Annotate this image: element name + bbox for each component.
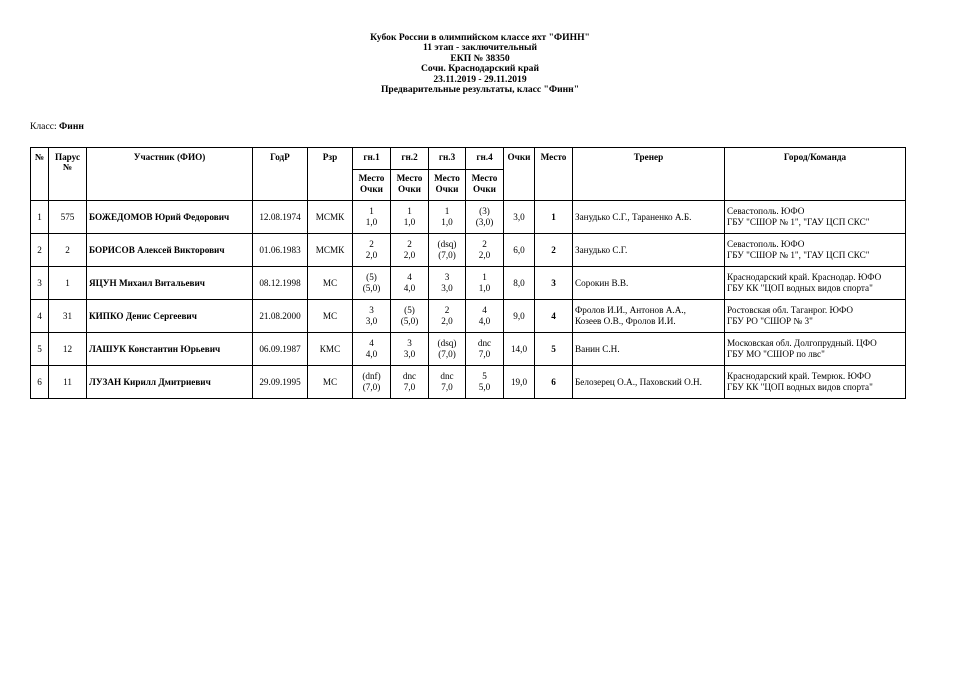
header-title: Кубок России в олимпийском классе яхт "ФИНН" — [370, 32, 590, 43]
cell-place: 3 — [535, 267, 573, 300]
cell-num: 6 — [31, 366, 49, 399]
cell-city: Ростовская обл. Таганрог. ЮФО ГБУ РО "СШОР № 3" — [725, 300, 906, 333]
cell-points: 6,0 — [504, 234, 535, 267]
class-value: Финн — [59, 121, 84, 132]
cell-city: Севастополь. ЮФО ГБУ "СШОР № 1", "ГАУ ЦСП СКС" — [725, 234, 906, 267]
cell-race4: 4 4,0 — [466, 300, 504, 333]
header-location: Сочи. Краснодарский край — [420, 63, 540, 75]
cell-name: БОРИСОВ Алексей Викторович — [87, 234, 253, 267]
cell-race2: 1 1,0 — [391, 201, 429, 234]
header-coach: Тренер — [573, 148, 725, 201]
cell-points: 19,0 — [504, 366, 535, 399]
cell-coach: Фролов И.И., Антонов А.А., Козеев О.В., Фролов И.И. — [573, 300, 725, 333]
cell-race1: (5) (5,0) — [353, 267, 391, 300]
cell-race2: dnc 7,0 — [391, 366, 429, 399]
header-place: Место — [535, 148, 573, 201]
cell-race2: 3 3,0 — [391, 333, 429, 366]
document-header — [0, 33, 960, 95]
cell-race4: 2 2,0 — [466, 234, 504, 267]
cell-race2: (5) (5,0) — [391, 300, 429, 333]
cell-name: БОЖЕДОМОВ Юрий Федорович — [87, 201, 253, 234]
cell-points: 14,0 — [504, 333, 535, 366]
cell-city: Севастополь. ЮФО ГБУ "СШОР № 1", "ГАУ ЦСП СКС" — [725, 201, 906, 234]
cell-sail: 31 — [49, 300, 87, 333]
cell-sail: 1 — [49, 267, 87, 300]
cell-name: ЛАШУК Константин Юрьевич — [87, 333, 253, 366]
header-race4-sub: Место Очки — [466, 170, 504, 201]
cell-dob: 06.09.1987 — [253, 333, 308, 366]
cell-race3: dnc 7,0 — [429, 366, 466, 399]
header-city: Город/Команда — [725, 148, 906, 201]
table-row — [31, 267, 906, 300]
cell-race2: 2 2,0 — [391, 234, 429, 267]
cell-name: ЯЦУН Михаил Витальевич — [87, 267, 253, 300]
header-points: Очки — [504, 148, 535, 201]
cell-rank: МСМК — [308, 234, 353, 267]
header-race2: гн.2 — [391, 148, 429, 170]
cell-race1: 3 3,0 — [353, 300, 391, 333]
cell-sail: 2 — [49, 234, 87, 267]
header-dates: 23.11.2019 - 29.11.2019 — [433, 73, 527, 85]
cell-points: 3,0 — [504, 201, 535, 234]
cell-sail: 12 — [49, 333, 87, 366]
cell-race3: (dsq) (7,0) — [429, 333, 466, 366]
cell-race3: 2 2,0 — [429, 300, 466, 333]
cell-points: 9,0 — [504, 300, 535, 333]
cell-sail: 11 — [49, 366, 87, 399]
cell-dob: 08.12.1998 — [253, 267, 308, 300]
cell-rank: КМС — [308, 333, 353, 366]
header-subtitle: Предварительные результаты, класс "Финн" — [380, 84, 580, 96]
cell-city: Московская обл. Долгопрудный. ЦФО ГБУ МО "СШОР по лвс" — [725, 333, 906, 366]
table-row — [31, 201, 906, 234]
header-race3: гн.3 — [429, 148, 466, 170]
cell-race3: 3 3,0 — [429, 267, 466, 300]
cell-points: 8,0 — [504, 267, 535, 300]
cell-race4: 1 1,0 — [466, 267, 504, 300]
table-row — [31, 333, 906, 366]
cell-race1: 2 2,0 — [353, 234, 391, 267]
class-label: Класс: — [30, 121, 57, 132]
cell-race4: (3) (3,0) — [466, 201, 504, 234]
cell-place: 1 — [535, 201, 573, 234]
cell-rank: МС — [308, 267, 353, 300]
header-race2-sub: Место Очки — [391, 170, 429, 201]
cell-coach: Сорокин В.В. — [573, 267, 725, 300]
cell-coach: Ванин С.Н. — [573, 333, 725, 366]
cell-coach: Занудько С.Г. — [573, 234, 725, 267]
table-row — [31, 300, 906, 333]
header-race3-sub: Место Очки — [429, 170, 466, 201]
header-sail: Парус № — [49, 148, 87, 201]
cell-num: 1 — [31, 201, 49, 234]
cell-race3: (dsq) (7,0) — [429, 234, 466, 267]
cell-race4: dnc 7,0 — [466, 333, 504, 366]
cell-race1: 4 4,0 — [353, 333, 391, 366]
cell-place: 2 — [535, 234, 573, 267]
cell-dob: 01.06.1983 — [253, 234, 308, 267]
cell-rank: МСМК — [308, 201, 353, 234]
header-ekp: ЕКП № 38350 — [450, 52, 510, 64]
header-race4: гн.4 — [466, 148, 504, 170]
cell-coach: Занудько С.Г., Тараненко А.Б. — [573, 201, 725, 234]
table-row — [31, 234, 906, 267]
header-race1: гн.1 — [353, 148, 391, 170]
cell-place: 4 — [535, 300, 573, 333]
cell-race4: 5 5,0 — [466, 366, 504, 399]
header-rank: Рзр — [308, 148, 353, 201]
cell-place: 5 — [535, 333, 573, 366]
cell-num: 4 — [31, 300, 49, 333]
cell-rank: МС — [308, 300, 353, 333]
cell-name: КИПКО Денис Сергеевич — [87, 300, 253, 333]
header-year: ГодР — [253, 148, 308, 201]
header-race1-sub: Место Очки — [353, 170, 391, 201]
cell-place: 6 — [535, 366, 573, 399]
header-stage: 11 этап - заключительный — [422, 42, 538, 54]
cell-num: 3 — [31, 267, 49, 300]
results-table — [30, 147, 906, 399]
cell-race3: 1 1,0 — [429, 201, 466, 234]
cell-sail: 575 — [49, 201, 87, 234]
cell-rank: МС — [308, 366, 353, 399]
cell-coach: Белозерец О.А., Паховский О.Н. — [573, 366, 725, 399]
cell-dob: 21.08.2000 — [253, 300, 308, 333]
class-line — [30, 121, 84, 132]
cell-num: 2 — [31, 234, 49, 267]
table-row — [31, 366, 906, 399]
cell-dob: 29.09.1995 — [253, 366, 308, 399]
cell-city: Краснодарский край. Краснодар. ЮФО ГБУ КК "ЦОП водных видов спорта" — [725, 267, 906, 300]
cell-name: ЛУЗАН Кирилл Дмитриевич — [87, 366, 253, 399]
header-participant: Участник (ФИО) — [87, 148, 253, 201]
cell-city: Краснодарский край. Темрюк. ЮФО ГБУ КК "ЦОП водных видов спорта" — [725, 366, 906, 399]
cell-race1: (dnf) (7,0) — [353, 366, 391, 399]
cell-race1: 1 1,0 — [353, 201, 391, 234]
cell-race2: 4 4,0 — [391, 267, 429, 300]
cell-dob: 12.08.1974 — [253, 201, 308, 234]
cell-num: 5 — [31, 333, 49, 366]
header-num: № — [31, 148, 49, 201]
